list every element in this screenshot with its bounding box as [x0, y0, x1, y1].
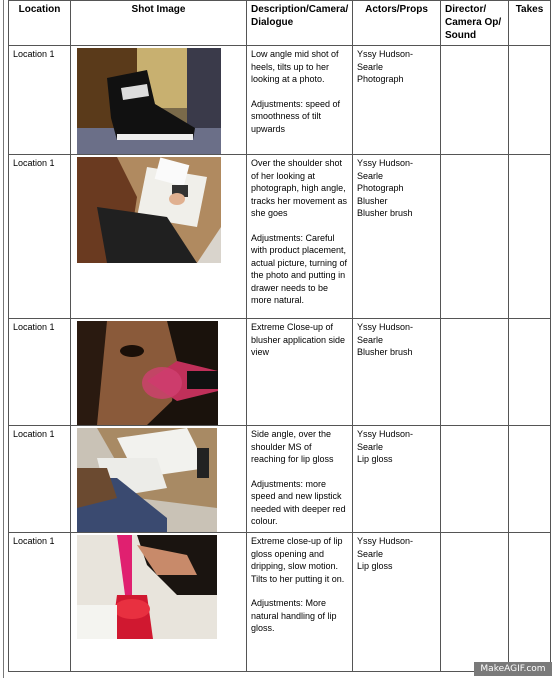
table-row: [9, 533, 551, 672]
prop-item: Blusher brush: [357, 208, 413, 218]
table-row: [9, 46, 551, 155]
header-director: Director/ Camera Op/ Sound: [441, 1, 509, 46]
header-actors-props: Actors/Props: [353, 1, 441, 46]
description-cell: [247, 319, 353, 426]
over-shoulder-photo: [77, 157, 221, 263]
prop-item: Blusher: [357, 195, 388, 206]
prop-item: Photograph: [357, 183, 404, 193]
shot-list-table: [8, 0, 551, 672]
takes-cell: [509, 319, 551, 426]
description-cell: [247, 426, 353, 533]
blusher-closeup-photo: [77, 321, 218, 425]
location-cell: Location 1: [9, 533, 71, 672]
header-takes: Takes: [509, 1, 551, 46]
actors-cell: [353, 46, 441, 155]
takes-cell: [509, 426, 551, 533]
header-row: [9, 1, 551, 46]
director-cell: [441, 155, 509, 319]
description-text: Low angle mid shot of heels, tilts up to her looking at a photo.: [251, 49, 339, 84]
table-row: [9, 426, 551, 533]
shot-image-cell: [71, 319, 247, 426]
description-cell: [247, 46, 353, 155]
table-row: [9, 319, 551, 426]
makeagif-watermark: MakeAGIF.com: [474, 662, 552, 676]
takes-cell: [509, 46, 551, 155]
prop-item: Blusher brush: [357, 347, 413, 357]
location-cell: Location 1: [9, 155, 71, 319]
prop-item: Photograph: [357, 74, 404, 84]
director-cell: [441, 319, 509, 426]
shot-list-document: [8, 0, 550, 670]
adjustments-text: Adjustments: more speed and new lipstick needed with deeper red colour.: [251, 478, 346, 526]
director-cell: [441, 533, 509, 672]
actor-item: Yssy Hudson-Searle: [357, 49, 414, 72]
director-cell: [441, 426, 509, 533]
adjustments-text: Adjustments: Careful with product placement, actual picture, turning of the photo and putting in drawer needs to be more natural.: [251, 232, 348, 305]
actors-cell: [353, 319, 441, 426]
location-cell: Location 1: [9, 46, 71, 155]
shot-image-cell: [71, 46, 247, 155]
page-edge: [0, 0, 8, 678]
shoe-heels-photo: [77, 48, 221, 154]
reaching-lip-gloss-photo: [77, 428, 217, 532]
location-cell: Location 1: [9, 426, 71, 533]
actor-item: Yssy Hudson-Searle: [357, 536, 414, 559]
description-text: Side angle, over the shoulder MS of reaching for lip gloss: [251, 429, 334, 464]
actor-item: Yssy Hudson-Searle: [357, 429, 414, 452]
table-row: [9, 155, 551, 319]
prop-item: Lip gloss: [357, 561, 393, 571]
actors-cell: [353, 426, 441, 533]
actors-cell: [353, 533, 441, 672]
actors-cell: [353, 155, 441, 319]
description-text: Over the shoulder shot of her looking at photograph, high angle, tracks her movement as she goes: [251, 158, 348, 218]
actor-item: Yssy Hudson-Searle: [357, 322, 414, 345]
director-cell: [441, 46, 509, 155]
adjustments-text: Adjustments: More natural handling of lip gloss.: [251, 598, 337, 633]
shot-image-cell: [71, 533, 247, 672]
prop-item: Lip gloss: [357, 454, 393, 464]
adjustments-text: Adjustments: speed of smoothness of tilt upwards: [251, 98, 341, 134]
header-shot-image: Shot Image: [71, 1, 247, 46]
description-cell: [247, 155, 353, 319]
takes-cell: [509, 533, 551, 672]
header-description: Description/Camera/ Dialogue: [247, 1, 353, 46]
description-text: Extreme Close-up of blusher application side view: [251, 322, 346, 357]
header-location: Location: [9, 1, 71, 46]
location-cell: Location 1: [9, 319, 71, 426]
shot-image-cell: [71, 426, 247, 533]
actor-item: Yssy Hudson-Searle: [357, 158, 414, 181]
description-cell: [247, 533, 353, 672]
description-text: Extreme close-up of lip gloss opening and dripping, slow motion. Tilts to her putting it on.: [251, 536, 345, 584]
lip-gloss-closeup-photo: [77, 535, 217, 639]
takes-cell: [509, 155, 551, 319]
shot-image-cell: [71, 155, 247, 319]
